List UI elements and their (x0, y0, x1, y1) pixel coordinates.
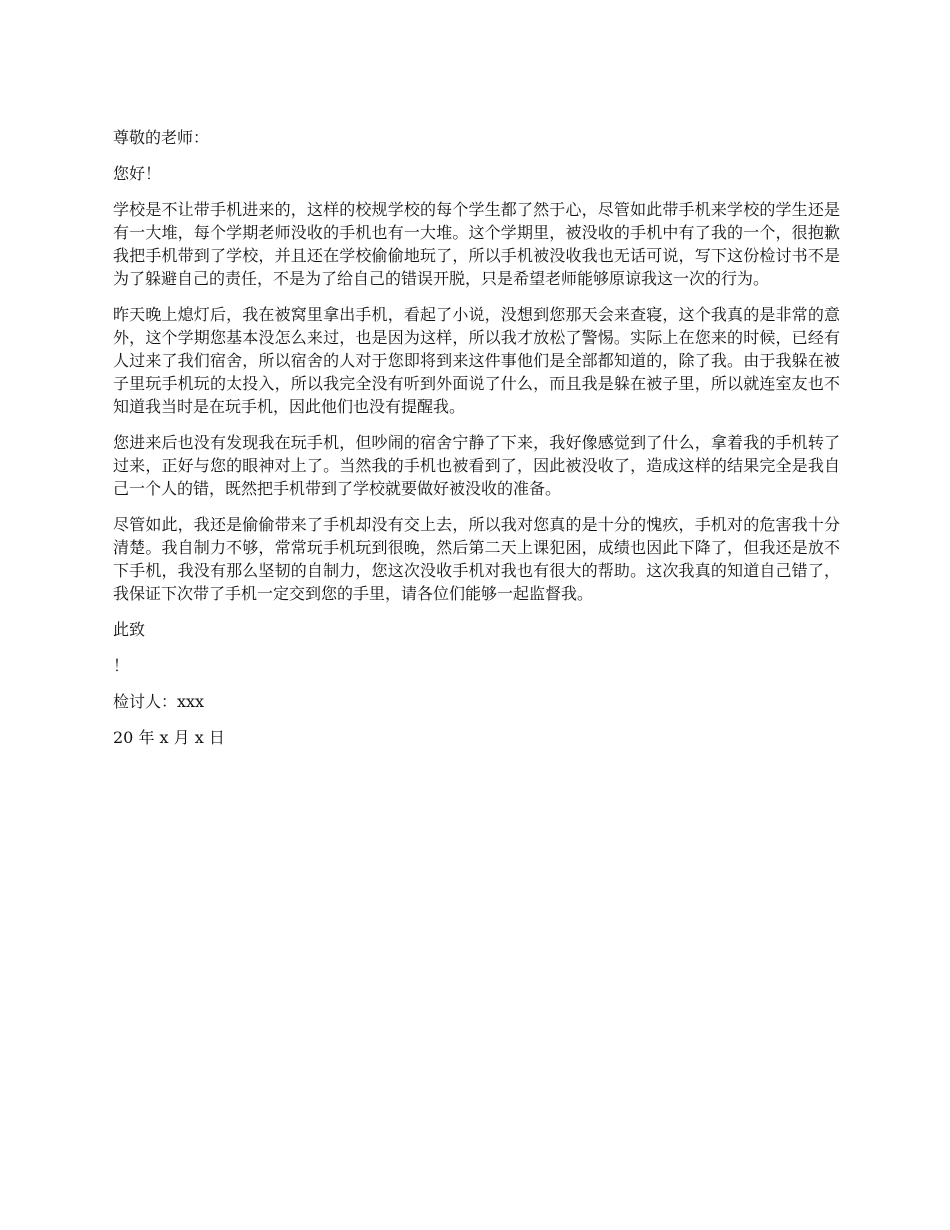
letter-paragraph-2: 昨天晚上熄灯后，我在被窝里拿出手机，看起了小说，没想到您那天会来查寝，这个我真的是非常的意外，这个学期您基本没怎么来过，也是因为这样，所以我才放松了警惕。实际上在您来的时候，已经有人过来了我们宿舍，所以宿舍的人对于您即将到来这件事他们是全部都知道的，除了我。由于我躲在被子里玩手机玩的太投入，所以我完全没有听到外面说了什么，而且我是躲在被子里，所以就连室友也不知道我当时是在玩手机，因此他们也没有提醒我。 (113, 305, 840, 416)
letter-paragraph-3: 您进来后也没有发现我在玩手机，但吵闹的宿舍宁静了下来，我好像感觉到了什么，拿着我的手机转了过来，正好与您的眼神对上了。当然我的手机也被看到了，因此被没收了，造成这样的结果完全是我自己一个人的错，既然把手机带到了学校就要做好被没收的准备。 (113, 433, 840, 498)
letter-closing-1: 此致 (113, 620, 146, 639)
letter-paragraph-4: 尽管如此，我还是偷偷带来了手机却没有交上去，所以我对您真的是十分的愧疚，手机对的危害我十分清楚。我自制力不够，常常玩手机玩到很晚，然后第二天上课犯困，成绩也因此下降了，但我还是放不下手机，我没有那么坚韧的自制力，您这次没收手机对我也有很大的帮助。这次我真的知道自己错了，我保证下次带了手机一定交到您的手里，请各位们能够一起监督我。 (113, 515, 840, 603)
letter-greeting: 您好！ (113, 164, 162, 183)
letter-date: 20 年 x 月 x 日 (113, 728, 225, 747)
letter-document (113, 126, 840, 762)
letter-paragraph-1: 学校是不让带手机进来的，这样的校规学校的每个学生都了然于心，尽管如此带手机来学校的学生还是有一大堆，每个学期老师没收的手机也有一大堆。这个学期里，被没收的手机中有了我的一个，很抱歉我把手机带到了学校，并且还在学校偷偷地玩了，所以手机被没收我也无话可说，写下这份检讨书不是为了躲避自己的责任，不是为了给自己的错误开脱，只是希望老师能够原谅我这一次的行为。 (113, 200, 840, 288)
letter-closing-2: ！ (113, 656, 130, 675)
letter-signature: 检讨人：xxx (113, 692, 205, 711)
letter-salutation: 尊敬的老师： (113, 128, 210, 147)
